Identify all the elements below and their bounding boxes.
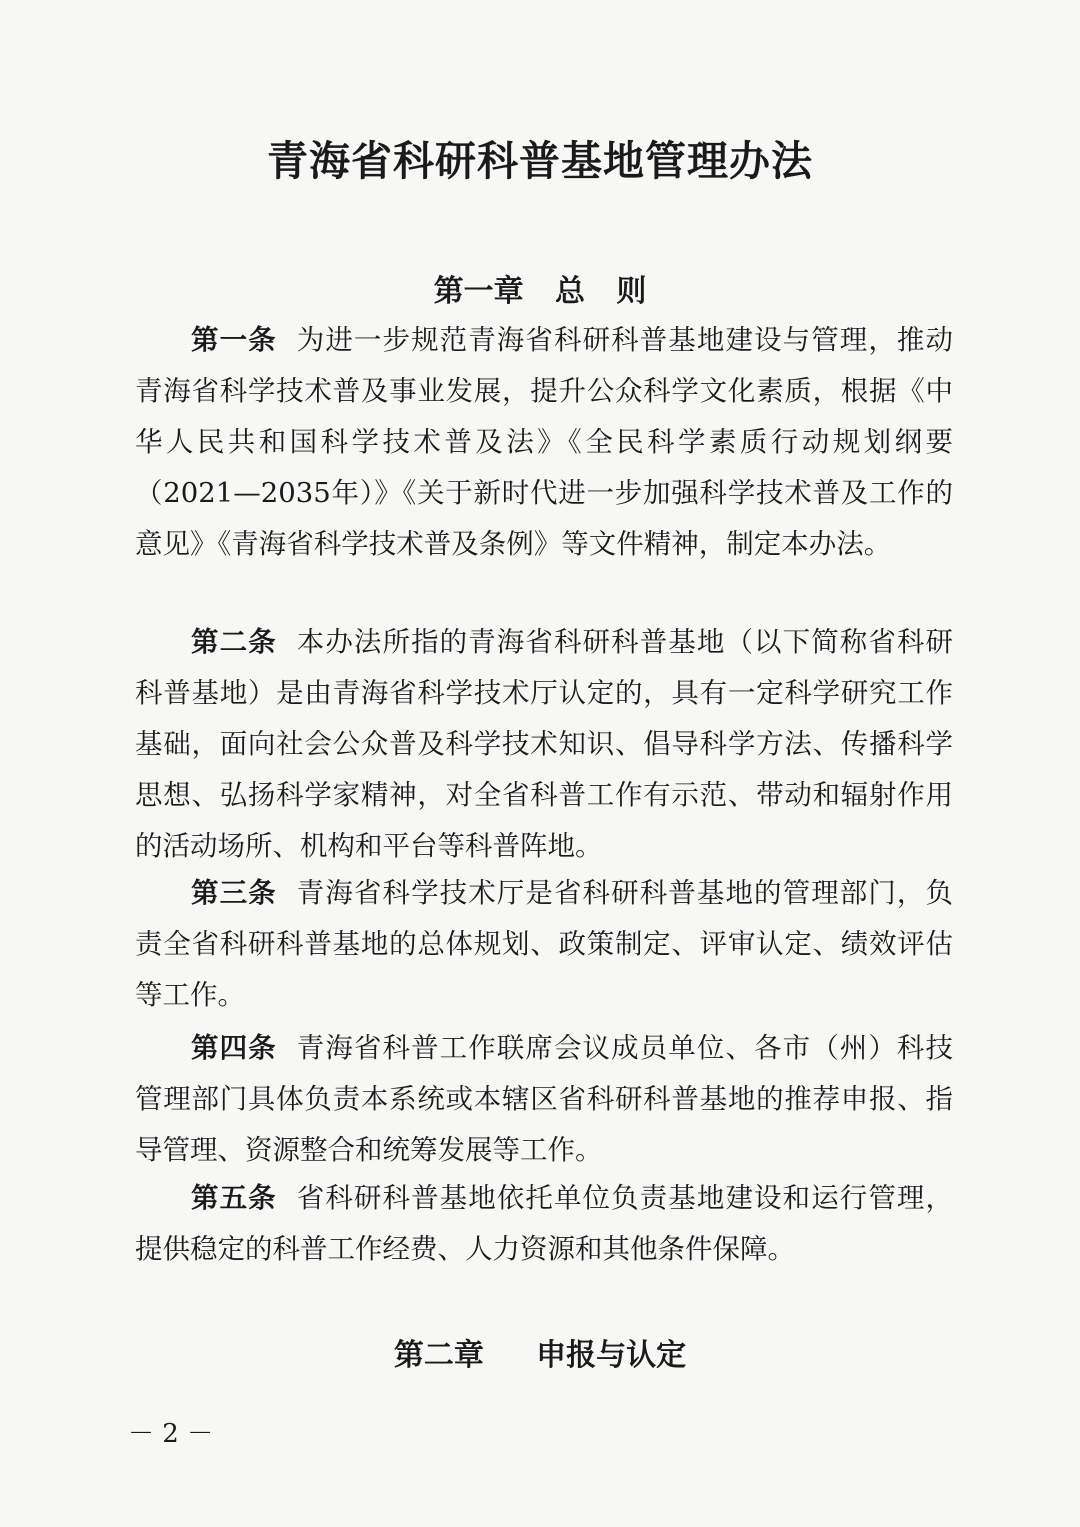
article-text: 青海省科普工作联席会议成员单位、各市（州）科技管理部门具体负责本系统或本辖区省科研科普基地的推荐申报、指导管理、资源整合和统筹发展等工作。: [135, 1032, 954, 1166]
article-4: [135, 1023, 953, 1176]
chapter-heading-2: 第二章 申报与认定: [393, 1338, 687, 1373]
article-label: 第四条: [191, 1032, 277, 1064]
article-2: [135, 617, 953, 872]
article-text: 为进一步规范青海省科研科普基地建设与管理，推动青海省科学技术普及事业发展，提升公众科学文化素质，根据《中华人民共和国科学技术普及法》《全民科学素质行动规划纲要（2021—2035年）》《关于新时代进一步加强科学技术普及工作的意见》《青海省科学技术普及条例》等文件精神，制定本办法。: [135, 324, 954, 560]
article-label: 第二条: [191, 626, 277, 658]
article-text: 本办法所指的青海省科研科普基地（以下简称省科研科普基地）是由青海省科学技术厅认定的，具有一定科学研究工作基础，面向社会公众普及科学技术知识、倡导科学方法、传播科学思想、弘扬科学家精神，对全省科普工作有示范、带动和辐射作用的活动场所、机构和平台等科普阵地。: [135, 626, 954, 862]
article-3: [135, 868, 953, 1021]
article-label: 第五条: [191, 1182, 277, 1214]
article-5: [135, 1173, 953, 1275]
article-text: 省科研科普基地依托单位负责基地建设和运行管理，提供稳定的科普工作经费、人力资源和其他条件保障。: [135, 1182, 954, 1265]
chapter-heading-1: 第一章 总 则: [433, 274, 647, 309]
article-text: 青海省科学技术厅是省科研科普基地的管理部门，负责全省科研科普基地的总体规划、政策制定、评审认定、绩效评估等工作。: [135, 877, 954, 1011]
document-title: 青海省科研科普基地管理办法: [267, 137, 813, 185]
article-label: 第三条: [191, 877, 277, 909]
article-label: 第一条: [191, 324, 277, 356]
page-number: － 2 －: [128, 1419, 214, 1449]
article-1: [135, 315, 953, 570]
